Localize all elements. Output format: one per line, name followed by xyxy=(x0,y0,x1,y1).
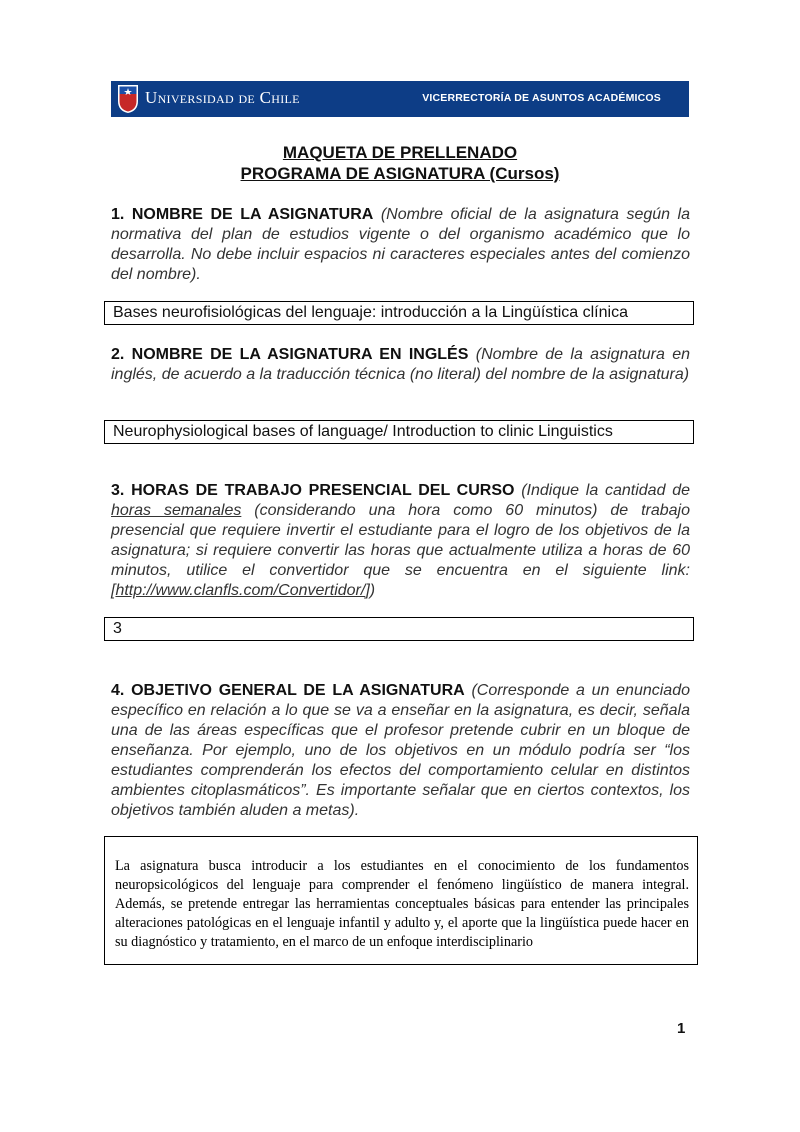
section-3-heading: 3. HORAS DE TRABAJO PRESENCIAL DEL CURSO xyxy=(111,482,515,499)
section-4-answer-box[interactable] xyxy=(104,836,698,965)
section-4-heading: 4. OBJETIVO GENERAL DE LA ASIGNATURA xyxy=(111,682,465,699)
section-4-instructions: (Corresponde a un enunciado específico en relación a lo que se va a enseñar en la asignatura, es decir, señala una de las áreas específicas que el profesor pretende cubrir en un bloque de enseñanza. Por ejemplo, uno de los objetivos en un módulo podría ser “los estudiantes comprenderán los efectos del comportamiento celular en distintos ambientes citoplasmáticos”. Es importante señalar que en ciertos contextos, los objetivos también aluden a metas). xyxy=(111,682,691,819)
converter-link[interactable]: http://www.clanfls.com/Convertidor/ xyxy=(115,582,366,599)
section-1-description xyxy=(111,205,690,285)
section-2-description xyxy=(111,345,690,385)
section-3-instructions-a: (Indique la cantidad de xyxy=(521,482,691,499)
section-1-heading: 1. NOMBRE DE LA ASIGNATURA xyxy=(111,206,374,223)
section-1-instructions: (Nombre oficial de la asignatura según la normativa del plan de estudios vigente o del organismo académico que lo desarrolla. No debe incluir espacios ni caracteres especiales antes del comienzo del nombre). xyxy=(111,206,691,283)
header-banner xyxy=(111,81,689,117)
section-3-instructions-underlined: horas semanales xyxy=(111,502,242,519)
section-3-description xyxy=(111,481,690,601)
document-title-line2: PROGRAMA DE ASIGNATURA (Cursos) xyxy=(240,164,560,183)
document-title-line1: MAQUETA DE PRELLENADO xyxy=(282,143,518,162)
university-name: Universidad de Chile xyxy=(145,88,300,107)
section-4-answer-text: La asignatura busca introducir a los estudiantes en el conocimiento de los fundamentos neuropsicológicos del lenguaje para comprender el fenómeno lingüístico de manera integral. Además, se pretende entregar las herramientas conceptuales básicas para entender las principales alteraciones patológicas en el lenguaje infantil y adulto y, el aporte que la lingüística puede hacer en su diagnóstico y tratamiento, en el marco de un enfoque interdisciplinario xyxy=(115,858,689,950)
page-number: 1 xyxy=(677,1020,686,1037)
university-crest-icon xyxy=(117,84,139,114)
section-2-instructions: (Nombre de la asignatura en inglés, de acuerdo a la traducción técnica (no literal) del nombre de la asignatura) xyxy=(111,346,691,383)
section-2-answer-box[interactable]: Neurophysiological bases of language/ Introduction to clinic Linguistics xyxy=(104,420,694,444)
section-3-instructions-b: (considerando una hora como 60 minutos) de trabajo presencial que requiere invertir el estudiante para el logro de los objetivos de la asignatura; si requiere convertir las horas que actualmente utiliza a horas de 60 minutos, utilice el convertidor que se encuentra en el siguiente link: [ xyxy=(111,502,690,599)
section-4-description xyxy=(111,681,690,821)
vicerrectoria-label: VICERRECTORÍA DE ASUNTOS ACADÉMICOS xyxy=(422,92,661,104)
section-3-answer-box[interactable]: 3 xyxy=(104,617,694,641)
section-3-instructions-c: ]) xyxy=(365,582,376,599)
section-2-heading: 2. NOMBRE DE LA ASIGNATURA EN INGLÉS xyxy=(111,346,469,363)
section-1-answer-box[interactable]: Bases neurofisiológicas del lenguaje: introducción a la Lingüística clínica xyxy=(104,301,694,325)
